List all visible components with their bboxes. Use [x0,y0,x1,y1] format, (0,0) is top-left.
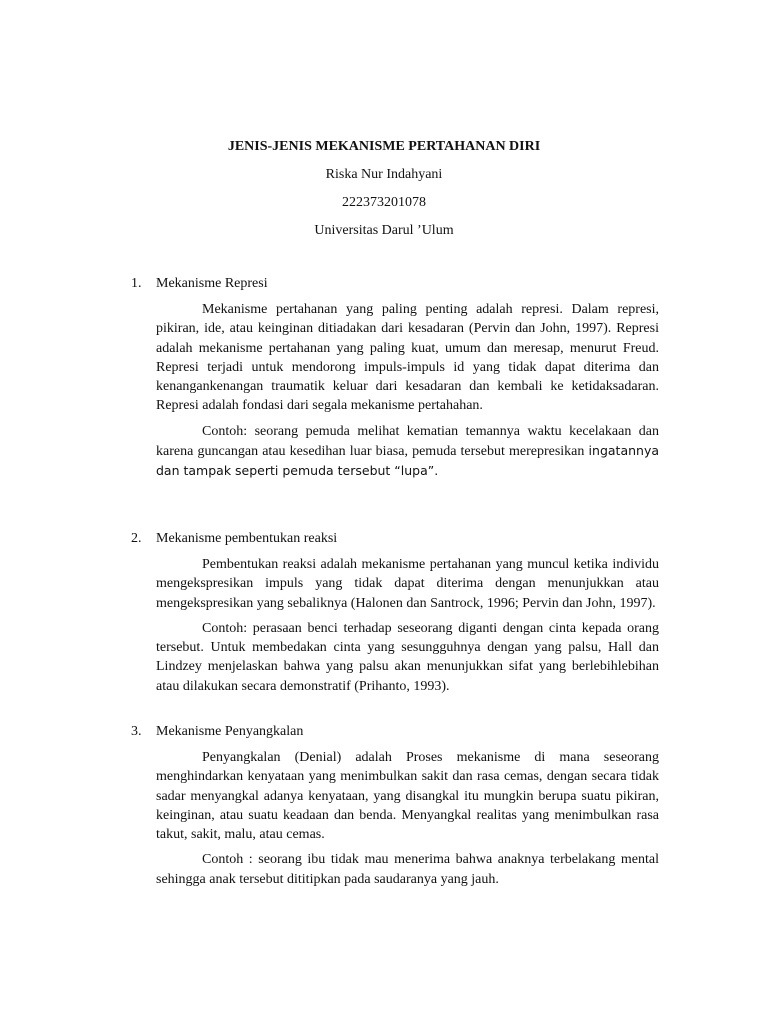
section-title: Mekanisme Represi [156,276,268,291]
section-penyangkalan [131,722,659,889]
section-number: 3. [131,724,142,739]
paragraph-example: Contoh : seorang ibu tidak mau menerima bahwa anaknya terbelakang mental sehingga anak tersebut dititipkan pada saudaranya yang jauh. [156,852,659,887]
student-id: 222373201078 [342,195,426,210]
section-pembentukan-reaksi [131,529,659,696]
section-title: Mekanisme Penyangkalan [156,724,304,739]
university-name: Universitas Darul ’Ulum [314,223,454,238]
section-number: 1. [131,276,142,291]
section-heading [131,722,659,742]
paragraph-example-text: Contoh: seorang pemuda melihat kematian temannya waktu kecelakaan dan karena guncangan atau kesedihan luar biasa, pemuda tersebut merepresikan [156,423,659,460]
author-name: Riska Nur Indahyani [325,167,443,182]
paragraph: Mekanisme pertahanan yang paling penting adalah represi. Dalam represi, pikiran, ide, atau keinginan ditiadakan dari kesadaran (Pervin dan John, 1997). Represi adalah mekanisme pertahanan yang paling kuat, umum dan meresap, menurut Freud. Represi terjadi untuk mendorong impuls-impuls id yang tidak dapat diterima dan kenangankenangan traumatik keluar dari kesadaran dan kembali ke ketidaksadaran. Represi adalah fondasi dari segala mekanisme pertahahan. [156,302,659,414]
paragraph-example [156,422,659,482]
paragraph-example: Contoh: perasaan benci terhadap seseorang diganti dengan cinta kepada orang tersebut. Untuk membedakan cinta yang sesungguhnya dengan yang palsu, Hall dan Lindzey menjelaskan bahwa yang palsu akan menunjukkan sifat yang berlebihlebihan atau dilakukan secara demonstratif (Prihanto, 1993). [156,620,659,694]
paragraph-example-tail: ingatannya dan tampak seperti pemuda tersebut “lupa”. [156,443,659,479]
paragraph: Pembentukan reaksi adalah mekanisme pertahanan yang muncul ketika individu mengekspresikan impuls yang tidak dapat diterima dengan menunjukkan atau mengekspresikan yang sebaliknya (Halonen dan Santrock, 1996; Pervin dan John, 1997). [156,557,659,611]
section-title: Mekanisme pembentukan reaksi [156,531,338,546]
section-heading [131,274,659,294]
section-heading [131,529,659,549]
section-number: 2. [131,531,142,546]
section-represi [131,274,659,482]
paragraph: Penyangkalan (Denial) adalah Proses mekanisme di mana seseorang menghindarkan kenyataan yang menimbulkan sakit dan rasa cemas, dengan secara tidak sadar menyangkal adanya kenyataan, yang disangkal itu mungkin berupa suatu pikiran, keinginan, atau suatu keadaan dan benda. Menyangkal realitas yang menimbulkan rasa takut, sakit, malu, atau cemas. [156,750,659,843]
document-title: JENIS-JENIS MEKANISME PERTAHANAN DIRI [227,139,541,154]
